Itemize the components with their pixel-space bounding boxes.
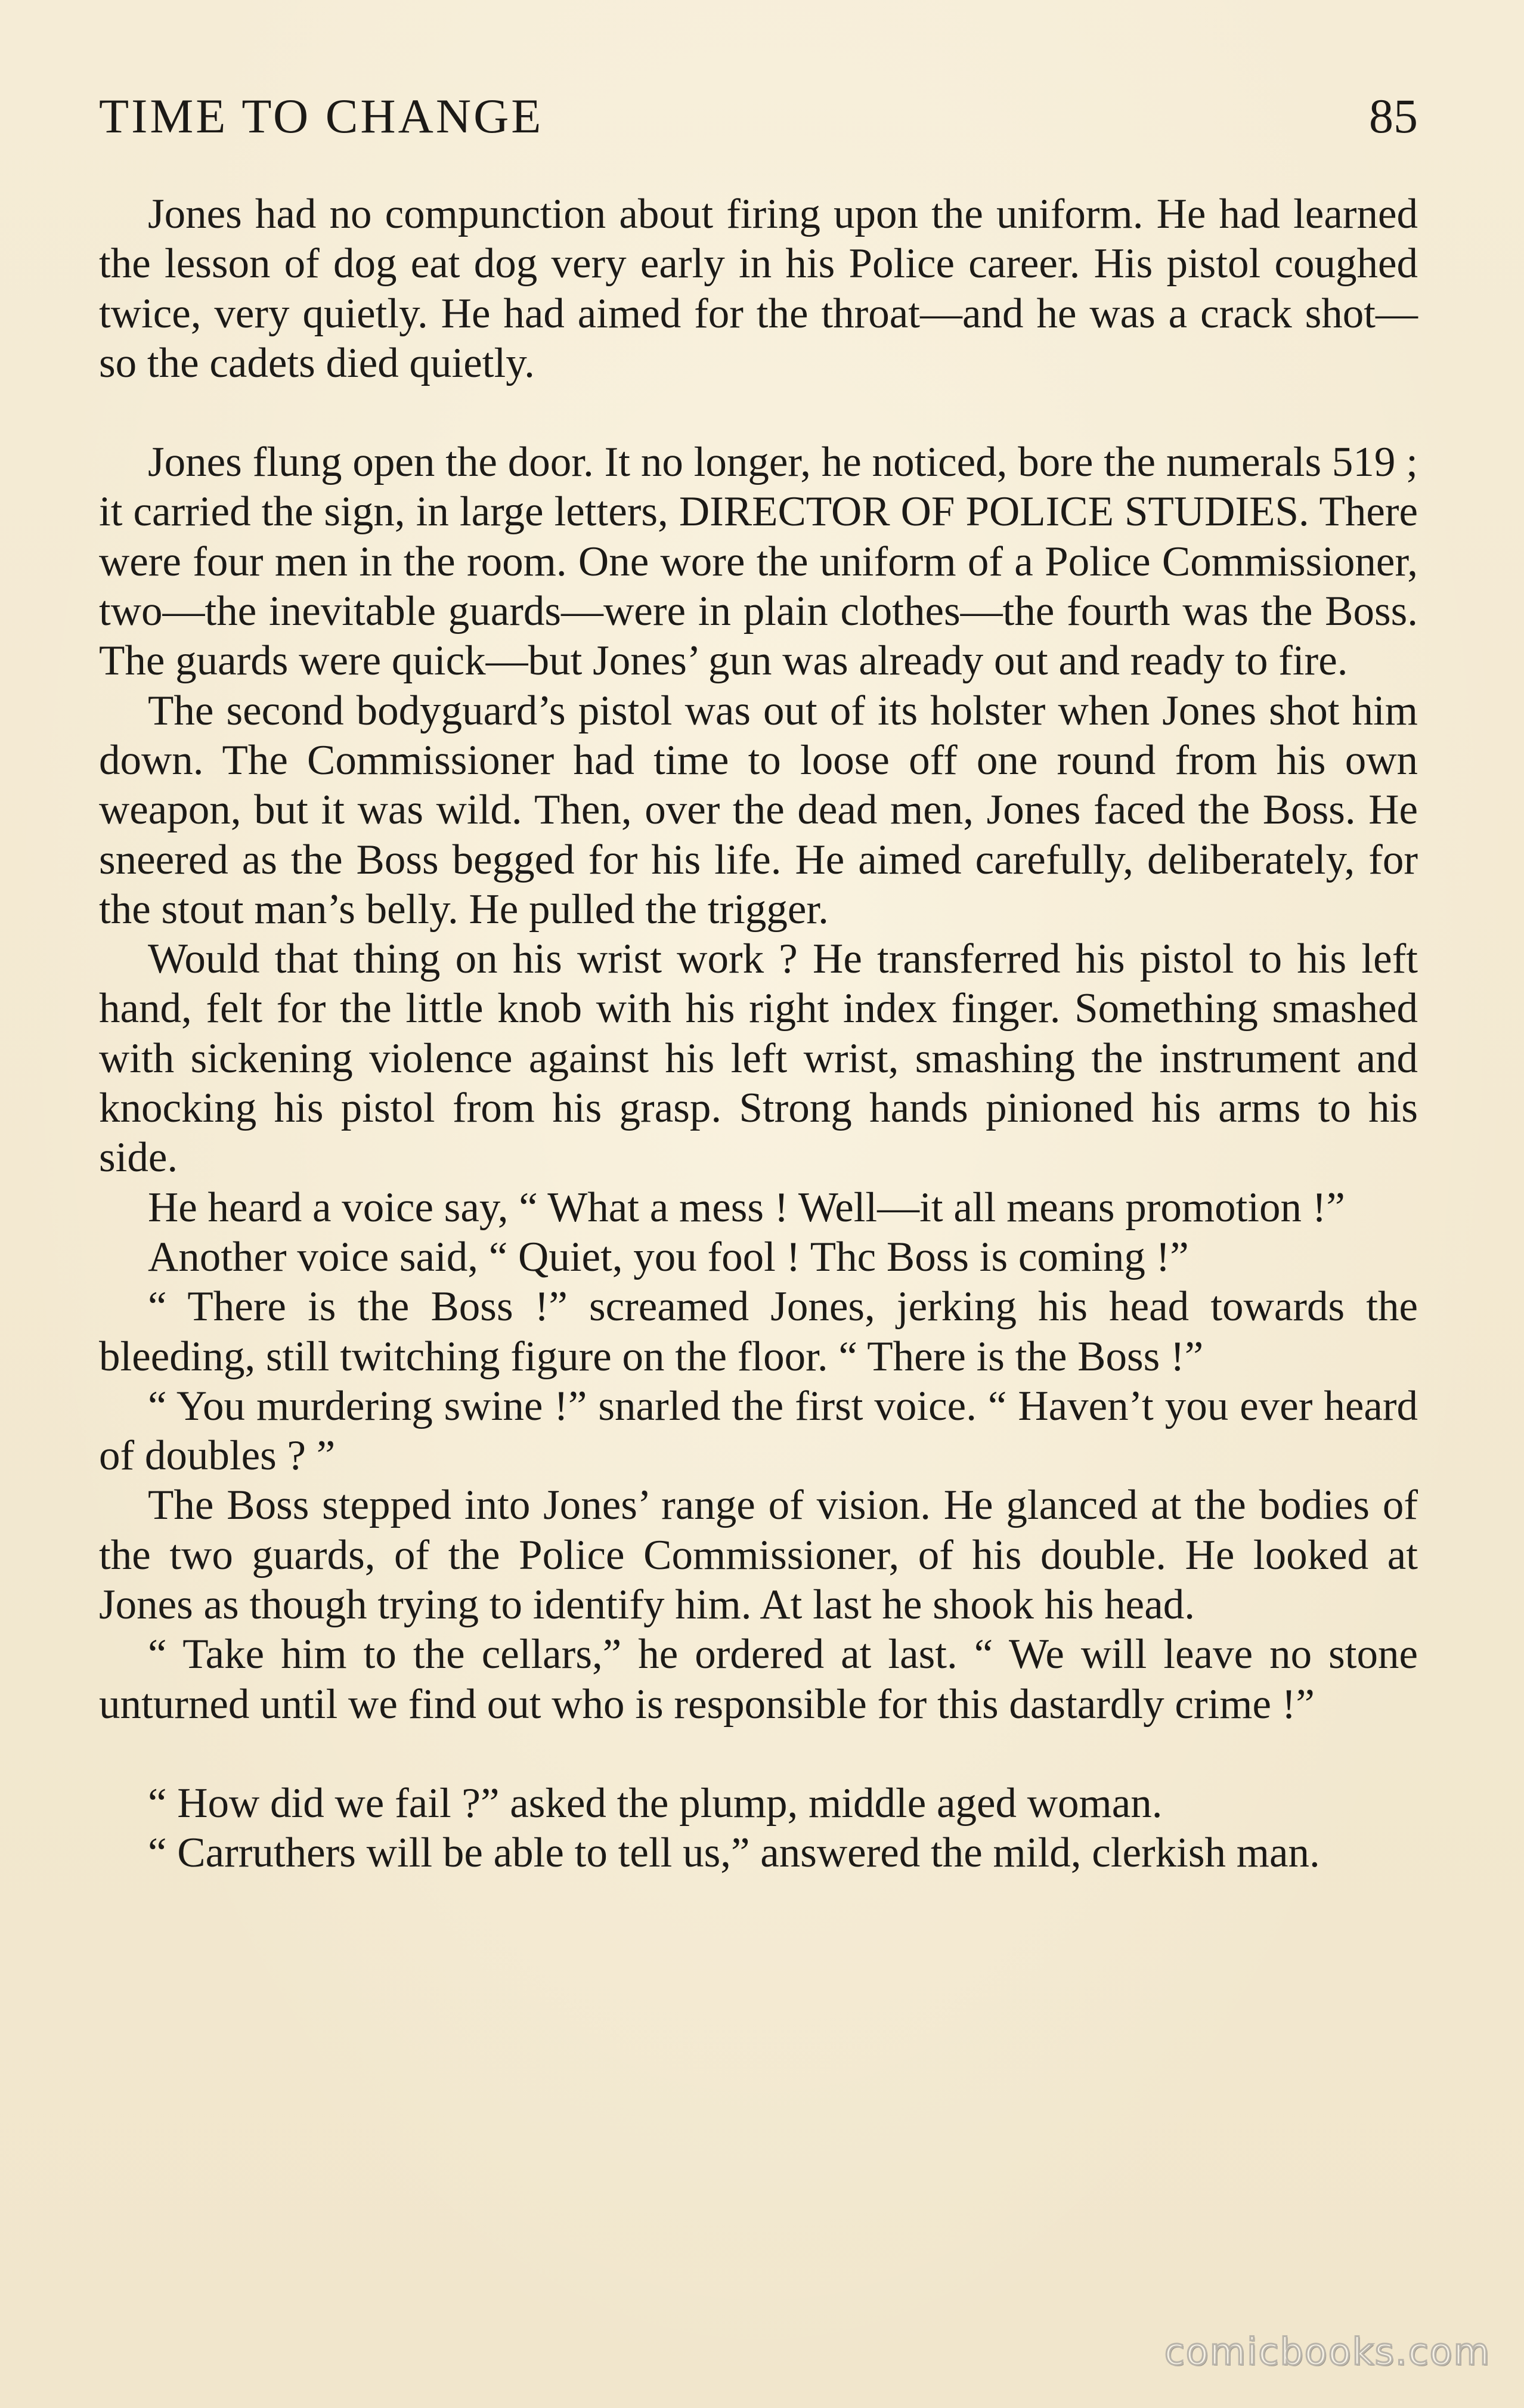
paragraph: He heard a voice say, “ What a mess ! Well—it all means promotion !” — [148, 1184, 1345, 1231]
running-title: TIME TO CHANGE — [99, 89, 544, 143]
paragraph: The Boss stepped into Jones’ range of vision. He glanced at the bodies of the two guards, of the Police Commissioner, of his double. He looked at Jones as though trying to identify him. At last he shook his head. — [99, 1482, 1418, 1629]
paragraph: The second bodyguard’s pistol was out of its holster when Jones shot him down. The Commissioner had time to loose off one round from his own weapon, but it was wild. Then, over the dead men, Jones faced the Boss. He sneered as the Boss begged for his life. He aimed carefully, deliberately, for the stout man’s belly. He pulled the trigger. — [99, 687, 1418, 933]
paragraph: Jones flung open the door. It no longer, he noticed, bore the numerals 519 ; it carried the sign, in large letters, DIRECTOR OF POLICE STUDIES. There were four men in the room. One wore the uniform of a Police Commissioner, two—the inevitable guards—were in plain clothes—the fourth was the Boss. The guards were quick—but Jones’ gun was already out and ready to fire. — [99, 439, 1418, 685]
paragraph: Another voice said, “ Quiet, you fool ! Thc Boss is coming !” — [148, 1233, 1189, 1280]
page-number: 85 — [1369, 89, 1418, 143]
paragraph: “ Take him to the cellars,” he ordered at last. “ We will leave no stone unturned until we find out who is responsible for this dastardly crime !” — [99, 1631, 1418, 1728]
paragraph: “ You murdering swine !” snarled the first voice. “ Haven’t you ever heard of doubles ? ” — [99, 1382, 1418, 1480]
watermark: comicbooks.com — [1164, 2330, 1491, 2373]
paragraph: Would that thing on his wrist work ? He transferred his pistol to his left hand, felt for the little knob with his right index finger. Something smashed with sickening violence against his left wrist, smashing the instrument and knocking his pistol from his grasp. Strong hands pinioned his arms to his side. — [99, 936, 1418, 1181]
paragraph: “ Carruthers will be able to tell us,” answered the mild, clerkish man. — [148, 1830, 1320, 1877]
paragraph: Jones had no compunction about firing upon the uniform. He had learned the lesson of dog eat dog very early in his Police career. His pistol coughed twice, very quietly. He had aimed for the throat—and he was a crack shot—so the cadets died quietly. — [99, 191, 1418, 386]
body-text — [99, 190, 1418, 1878]
running-head — [99, 88, 1418, 154]
paragraph: “ There is the Boss !” screamed Jones, jerking his head towards the bleeding, still twitching figure on the floor. “ There is the Boss !” — [99, 1283, 1418, 1380]
paragraph: “ How did we fail ?” asked the plump, middle aged woman. — [148, 1779, 1163, 1827]
